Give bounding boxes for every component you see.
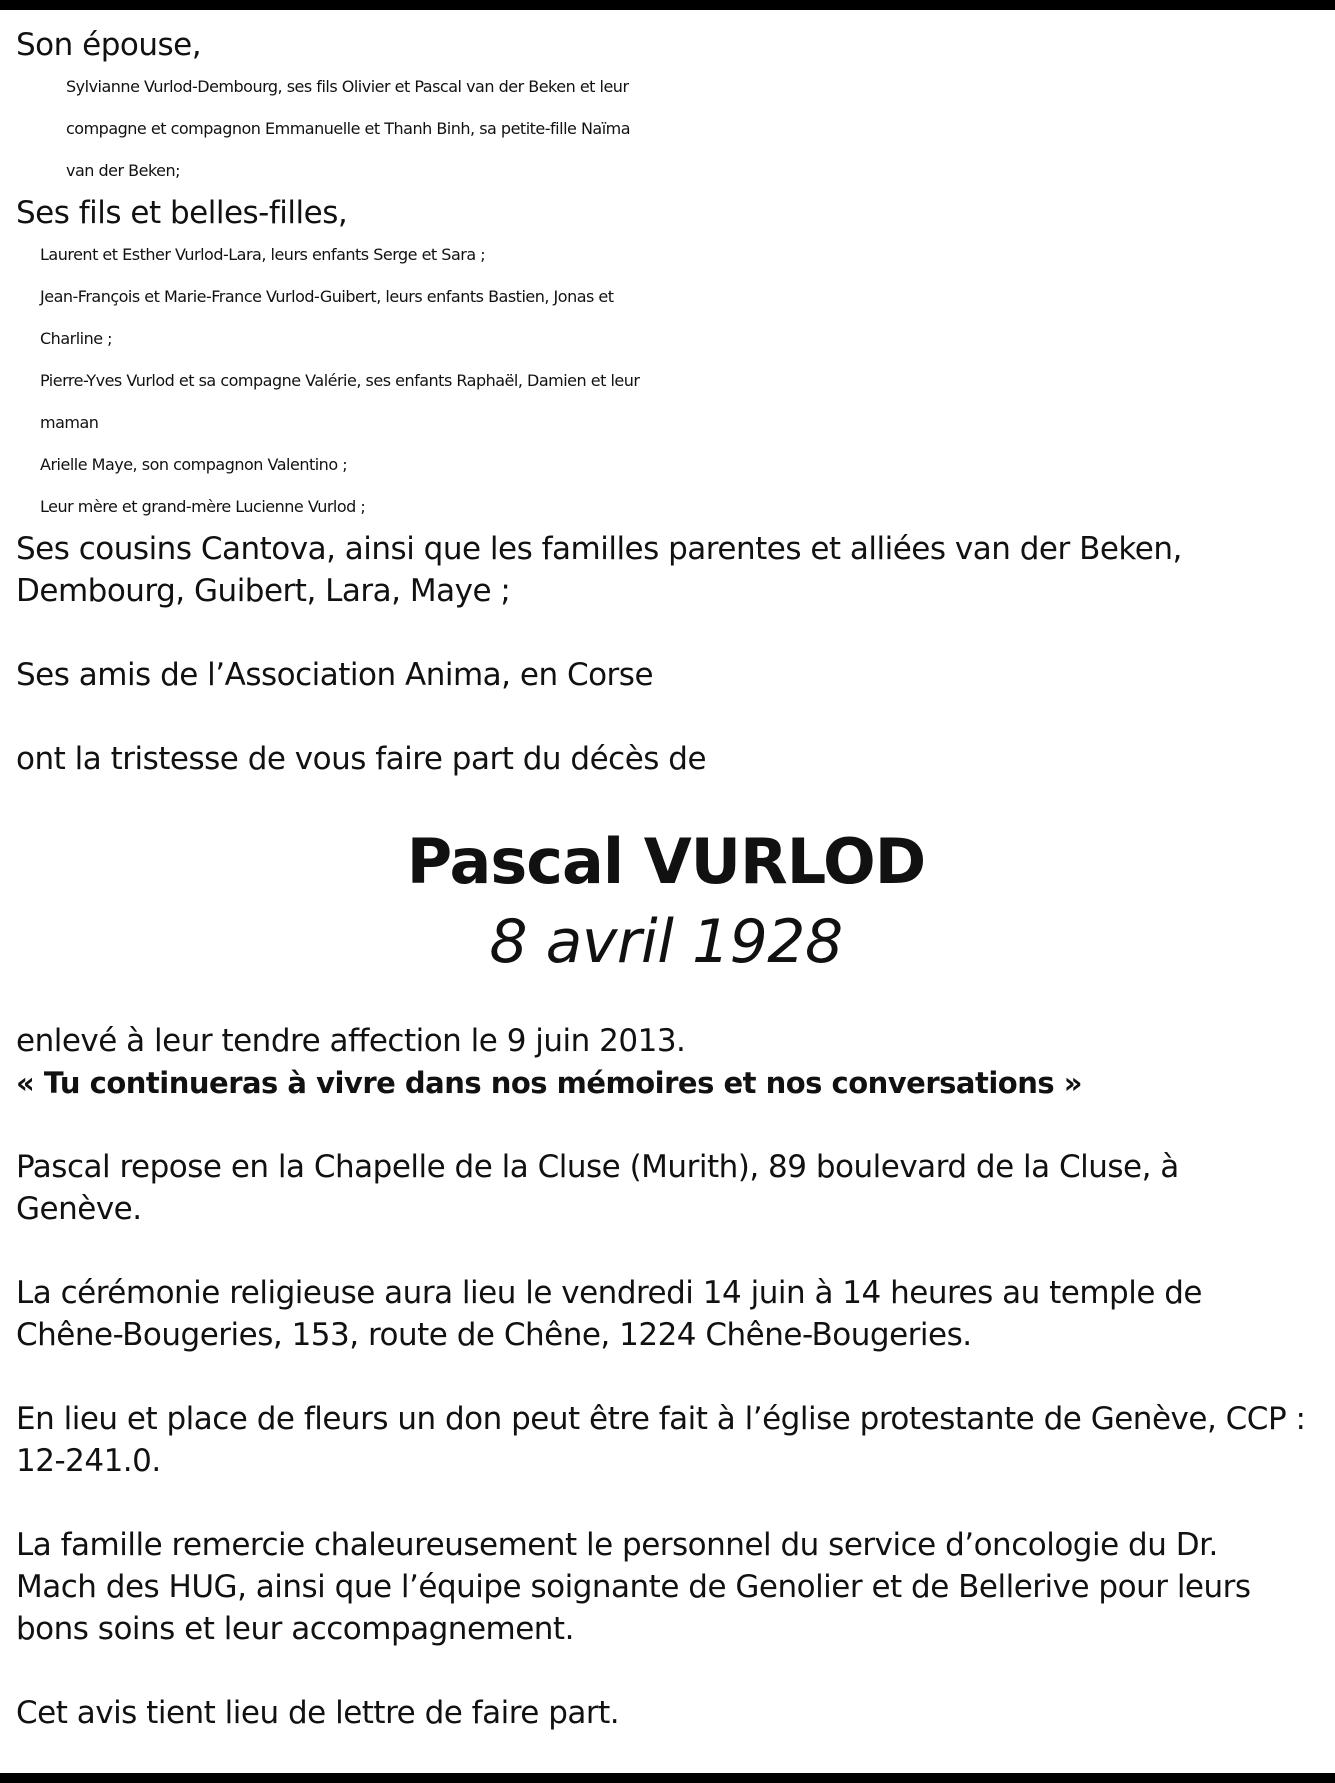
spacer — [16, 1482, 1316, 1524]
thanks-line: bons soins et leur accompagnement. — [16, 1611, 574, 1647]
friends-line: Ses amis de l’Association Anima, en Corse — [16, 657, 654, 693]
deceased-name: Pascal VURLOD — [406, 825, 926, 898]
death-line: enlevé à leur tendre affection le 9 juin 2013. — [16, 1023, 686, 1059]
sons-line: Leur mère et grand-mère Lucienne Vurlod ; — [40, 497, 366, 516]
spouse-line: compagne et compagnon Emmanuelle et Thanh Binh, sa petite-fille Naïma — [66, 119, 631, 138]
spacer — [16, 1104, 1316, 1146]
ceremony-line: Chêne-Bougeries, 153, route de Chêne, 1224 Chêne-Bougeries. — [16, 1317, 972, 1353]
sons-heading: Ses fils et belles-filles, — [16, 195, 348, 231]
spacer — [16, 696, 1316, 738]
sons-line: maman — [40, 413, 99, 432]
sons-line: Charline ; — [40, 329, 113, 348]
donation-line: 12-241.0. — [16, 1443, 161, 1479]
spouse-line: van der Beken; — [66, 161, 181, 180]
spouse-heading: Son épouse, — [16, 27, 202, 63]
closing-line: Cet avis tient lieu de lettre de faire part. — [16, 1695, 620, 1731]
obituary-notice — [16, 24, 1316, 1734]
rest-line: Genève. — [16, 1191, 142, 1227]
bottom-border-rule — [0, 1773, 1335, 1783]
rest-line: Pascal repose en la Chapelle de la Cluse (Murith), 89 boulevard de la Cluse, à — [16, 1149, 1179, 1185]
birth-date: 8 avril 1928 — [489, 907, 843, 977]
memorial-quote: « Tu continueras à vivre dans nos mémoires et nos conversations » — [16, 1066, 1082, 1100]
cousins-line: Dembourg, Guibert, Lara, Maye ; — [16, 573, 511, 609]
cousins-line: Ses cousins Cantova, ainsi que les familles parentes et alliées van der Beken, — [16, 531, 1182, 567]
announcement-line: ont la tristesse de vous faire part du décès de — [16, 741, 707, 777]
sons-line: Pierre-Yves Vurlod et sa compagne Valérie, ses enfants Raphaël, Damien et leur — [40, 371, 640, 390]
spacer — [16, 1356, 1316, 1398]
sons-line: Jean-François et Marie-France Vurlod-Guibert, leurs enfants Bastien, Jonas et — [40, 287, 614, 306]
spacer — [16, 1230, 1316, 1272]
sons-line: Arielle Maye, son compagnon Valentino ; — [40, 455, 348, 474]
thanks-line: Mach des HUG, ainsi que l’équipe soignante de Genolier et de Bellerive pour leurs — [16, 1569, 1251, 1605]
spouse-line: Sylvianne Vurlod-Dembourg, ses fils Olivier et Pascal van der Beken et leur — [66, 77, 629, 96]
thanks-line: La famille remercie chaleureusement le personnel du service d’oncologie du Dr. — [16, 1527, 1218, 1563]
ceremony-line: La cérémonie religieuse aura lieu le vendredi 14 juin à 14 heures au temple de — [16, 1275, 1202, 1311]
sons-line: Laurent et Esther Vurlod-Lara, leurs enfants Serge et Sara ; — [40, 245, 486, 264]
top-border-rule — [0, 0, 1335, 10]
donation-line: En lieu et place de fleurs un don peut être fait à l’église protestante de Genève, CCP : — [16, 1401, 1306, 1437]
spacer — [16, 612, 1316, 654]
deceased-block — [16, 820, 1316, 980]
spacer — [16, 1650, 1316, 1692]
